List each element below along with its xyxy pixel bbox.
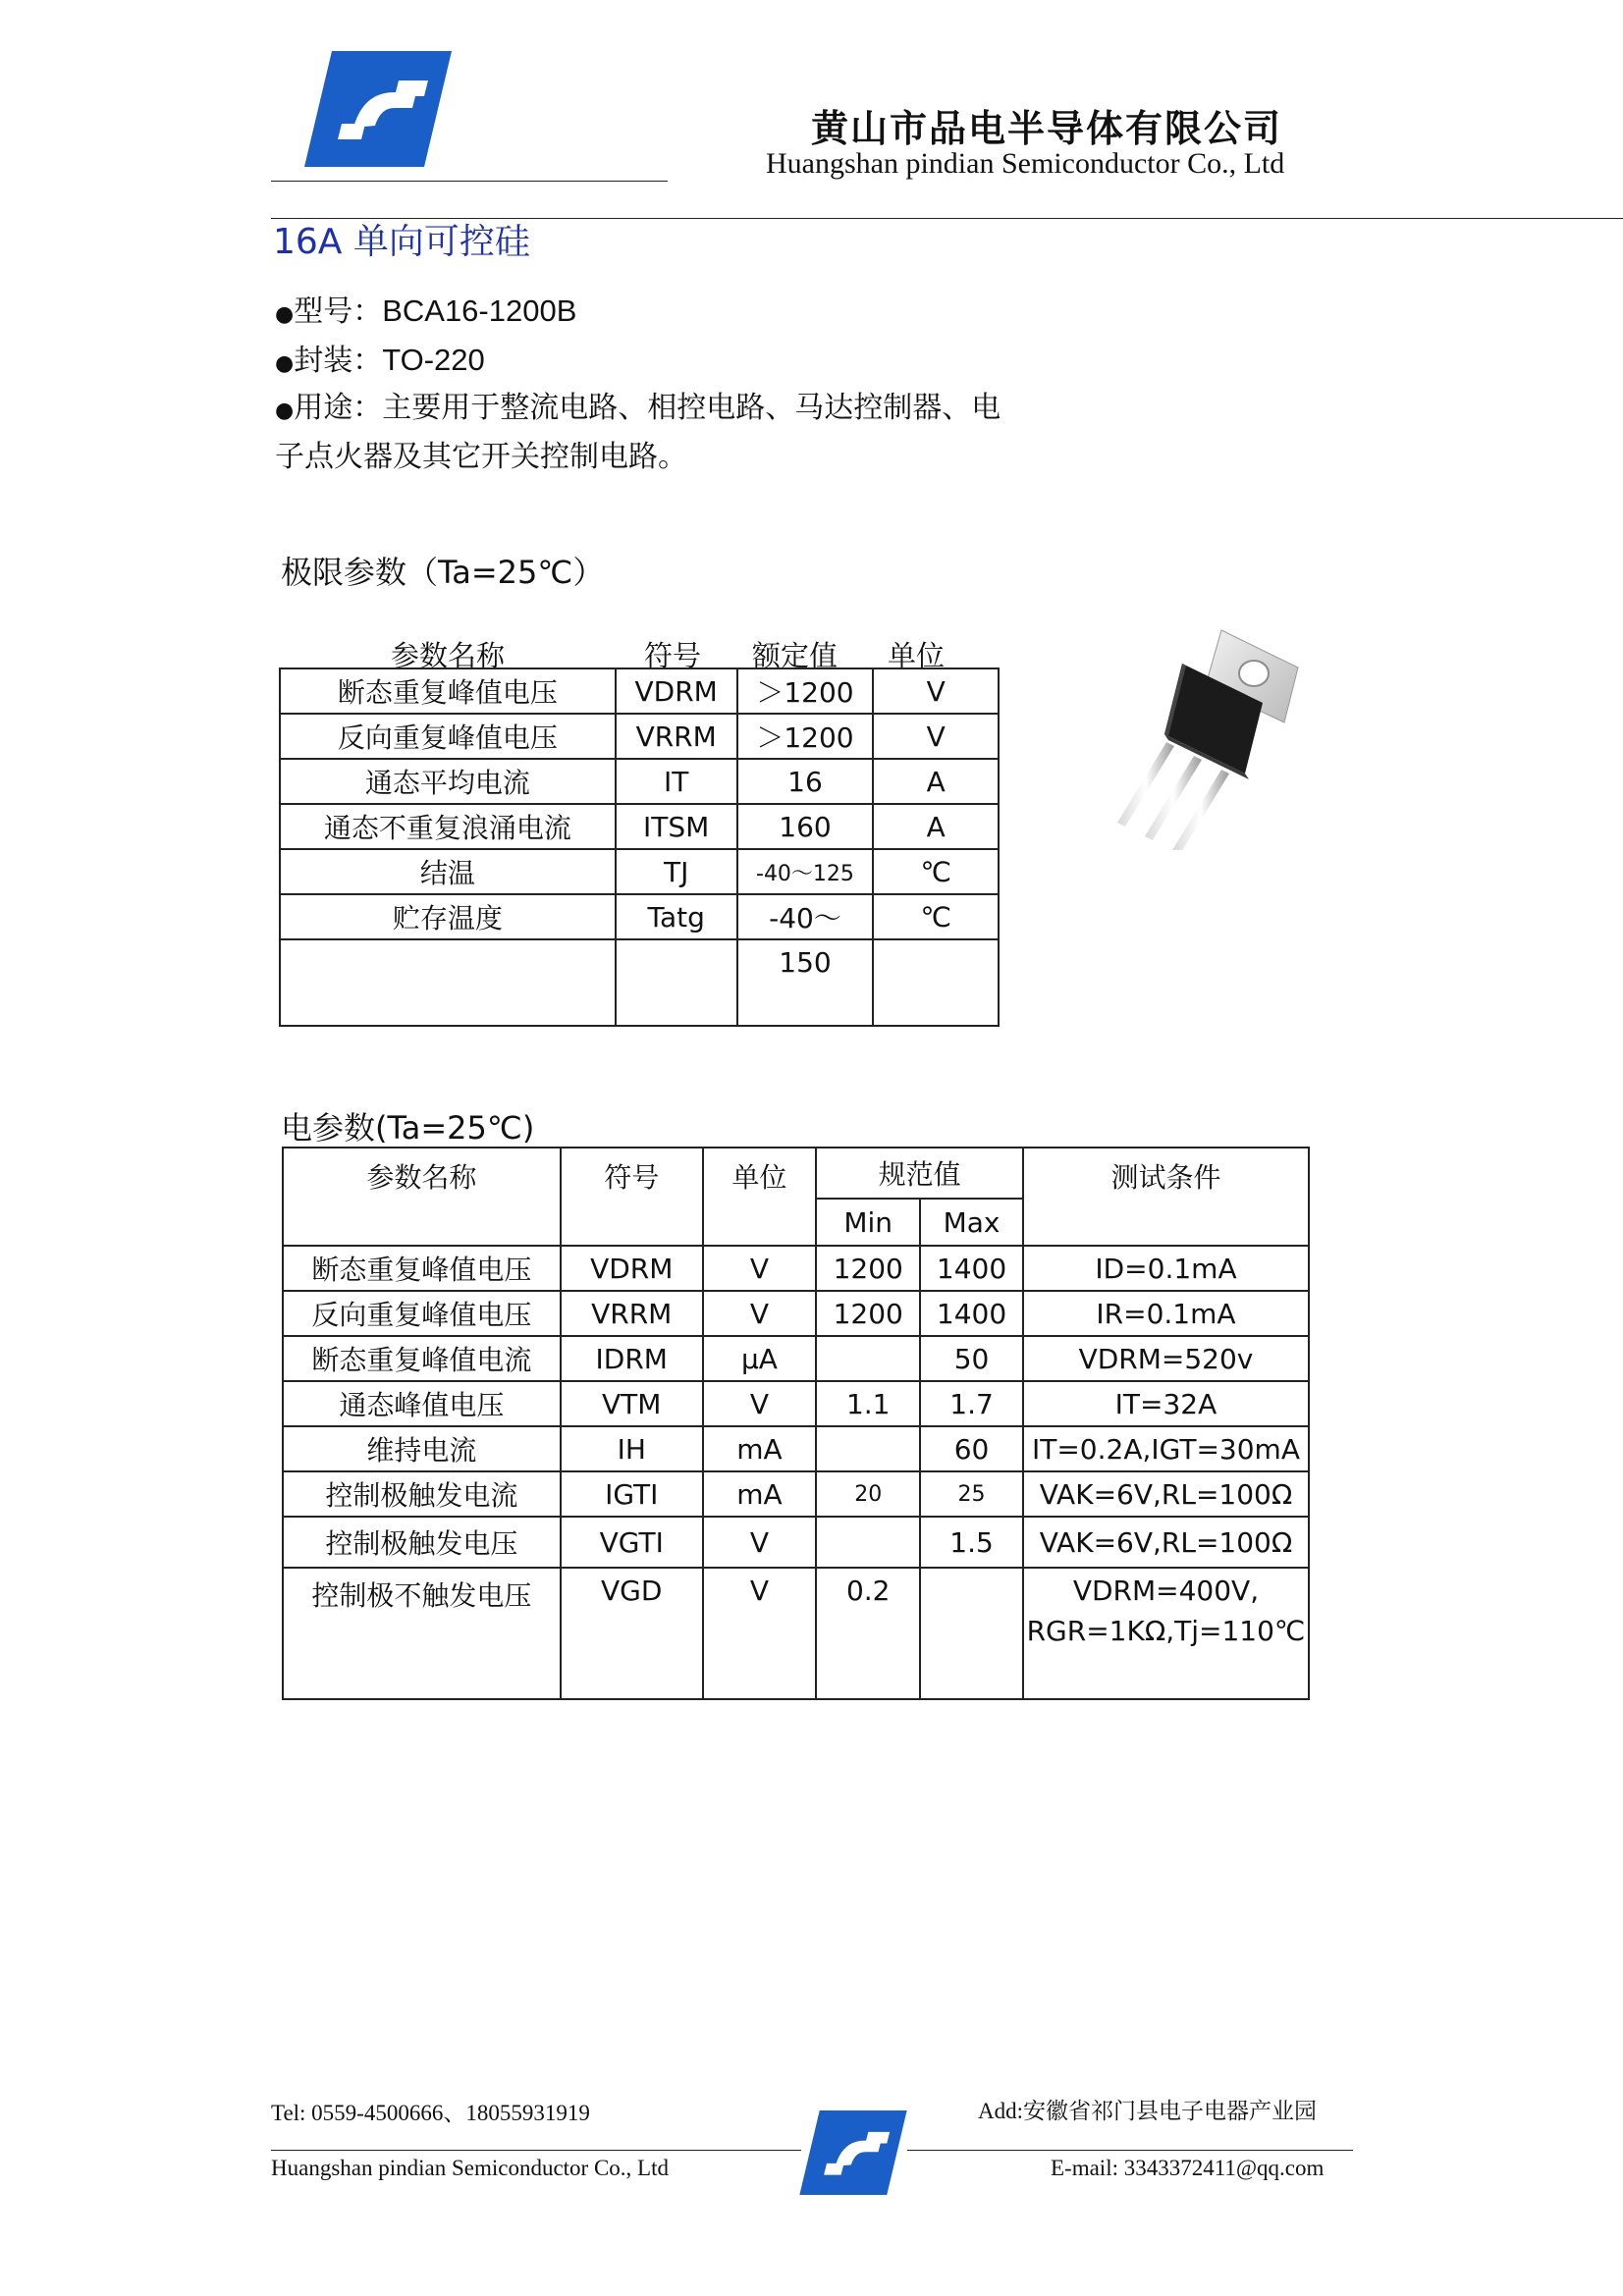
limits-row xyxy=(280,939,999,1026)
el-cell-symbol: VGTI xyxy=(561,1517,703,1568)
electrical-row xyxy=(283,1517,1309,1568)
el-cell-symbol: VGD xyxy=(561,1568,703,1699)
el-cell-name: 通态峰值电压 xyxy=(283,1381,561,1426)
el-cell-max: 50 xyxy=(920,1336,1023,1381)
el-cell-symbol: VDRM xyxy=(561,1246,703,1291)
limits-table xyxy=(279,667,1000,1027)
limits-cell-symbol: ITSM xyxy=(616,804,737,849)
limits-row xyxy=(280,668,999,714)
el-cell-cond: IR=0.1mA xyxy=(1023,1291,1309,1336)
el-cell-min: 1.1 xyxy=(816,1381,920,1426)
usage-line-2: 子点火器及其它开关控制电路。 xyxy=(275,440,687,474)
el-cell-unit: V xyxy=(703,1568,817,1699)
electrical-row xyxy=(283,1381,1309,1426)
el-cell-max: 1400 xyxy=(920,1246,1023,1291)
limits-header-rating: 额定值 xyxy=(752,639,839,672)
limits-cell-rating: ＞1200 xyxy=(737,714,874,759)
el-cell-min: 1200 xyxy=(816,1291,920,1336)
el-cell-symbol: IH xyxy=(561,1426,703,1471)
electrical-row xyxy=(283,1426,1309,1471)
bullet: ● xyxy=(275,399,295,423)
electrical-row xyxy=(283,1246,1309,1291)
limits-cell-unit: A xyxy=(873,759,999,804)
limits-cell-name: 通态平均电流 xyxy=(280,759,616,804)
limits-section-title: 极限参数（Ta=25℃） xyxy=(281,554,605,591)
limits-header-symbol: 符号 xyxy=(644,639,702,672)
el-cell-name: 控制极触发电流 xyxy=(283,1471,561,1517)
el-header-unit: 单位 xyxy=(703,1148,817,1246)
limits-cell-symbol: VRRM xyxy=(616,714,737,759)
el-cell-cond: IT=0.2A,IGT=30mA xyxy=(1023,1426,1309,1471)
limits-cell-unit: V xyxy=(873,714,999,759)
limits-cell-rating: 160 xyxy=(737,804,874,849)
el-cell-cond: IT=32A xyxy=(1023,1381,1309,1426)
to220-package-image xyxy=(1076,624,1312,850)
el-cell-unit: V xyxy=(703,1291,817,1336)
el-cell-unit: V xyxy=(703,1517,817,1568)
limits-cell-symbol xyxy=(616,939,737,1026)
document-title: 16A 单向可控硅 xyxy=(273,222,530,262)
limits-cell-unit: V xyxy=(873,668,999,714)
electrical-section-title: 电参数(Ta=25℃) xyxy=(281,1109,535,1147)
limits-cell-rating: ＞1200 xyxy=(737,668,874,714)
limits-header-name: 参数名称 xyxy=(391,639,506,672)
limits-cell-symbol: Tatg xyxy=(616,894,737,939)
el-header-min: Min xyxy=(816,1199,920,1246)
electrical-header-row xyxy=(283,1148,1309,1199)
footer-address: Add:安徽省祁门县电子电器产业园 xyxy=(978,2099,1317,2123)
limits-cell-symbol: TJ xyxy=(616,849,737,894)
el-header-spec: 规范值 xyxy=(816,1148,1023,1199)
el-cell-min: 1200 xyxy=(816,1246,920,1291)
el-cell-min: 0.2 xyxy=(816,1568,920,1699)
package-line xyxy=(275,336,485,379)
el-cell-min xyxy=(816,1517,920,1568)
el-cell-min xyxy=(816,1336,920,1381)
limits-cell-name: 通态不重复浪涌电流 xyxy=(280,804,616,849)
footer-email: E-mail: 3343372411@qq.com xyxy=(1051,2156,1325,2180)
el-cell-max xyxy=(920,1568,1023,1699)
footer-tel: Tel: 0559-4500666、18055931919 xyxy=(271,2101,590,2125)
el-cell-min: 20 xyxy=(816,1471,920,1517)
el-cell-symbol: VTM xyxy=(561,1381,703,1426)
electrical-row xyxy=(283,1336,1309,1381)
footer-rule-left xyxy=(271,2150,801,2151)
el-header-max: Max xyxy=(920,1199,1023,1246)
usage-line-1 xyxy=(275,383,1001,426)
el-cond-line-1: VDRM=400V, xyxy=(1072,1575,1260,1607)
limits-cell-rating: -40～125 xyxy=(737,849,874,894)
el-cell-max: 60 xyxy=(920,1426,1023,1471)
el-cell-unit: mA xyxy=(703,1471,817,1517)
electrical-table xyxy=(282,1147,1310,1700)
el-header-symbol: 符号 xyxy=(561,1148,703,1246)
el-cell-name: 维持电流 xyxy=(283,1426,561,1471)
limits-cell-rating: 16 xyxy=(737,759,874,804)
el-cell-min xyxy=(816,1426,920,1471)
usage-text-1: 主要用于整流电路、相控电路、马达控制器、电 xyxy=(382,391,1001,425)
company-name-en: Huangshan pindian Semiconductor Co., Ltd xyxy=(766,147,1285,180)
el-cell-unit: mA xyxy=(703,1426,817,1471)
header-rule-short xyxy=(271,181,668,182)
footer-logo xyxy=(799,2110,907,2195)
el-cell-cond: VAK=6V,RL=100Ω xyxy=(1023,1517,1309,1568)
el-cell-cond: ID=0.1mA xyxy=(1023,1246,1309,1291)
footer-company: Huangshan pindian Semiconductor Co., Ltd xyxy=(271,2156,669,2180)
limits-cell-name: 结温 xyxy=(280,849,616,894)
limits-cell-unit xyxy=(873,939,999,1026)
el-cell-symbol: IDRM xyxy=(561,1336,703,1381)
el-cell-cond xyxy=(1023,1568,1309,1699)
limits-row xyxy=(280,804,999,849)
el-cell-name: 断态重复峰值电压 xyxy=(283,1246,561,1291)
el-cell-max: 1.7 xyxy=(920,1381,1023,1426)
package-label: 封装： xyxy=(294,344,383,378)
limits-row xyxy=(280,894,999,939)
limits-cell-name: 贮存温度 xyxy=(280,894,616,939)
el-cell-symbol: IGTI xyxy=(561,1471,703,1517)
package-value: TO-220 xyxy=(382,343,485,377)
el-cell-max: 25 xyxy=(920,1471,1023,1517)
company-name-cn: 黄山市品电半导体有限公司 xyxy=(811,107,1283,150)
el-cell-unit: V xyxy=(703,1246,817,1291)
company-logo xyxy=(304,51,452,167)
limits-row xyxy=(280,849,999,894)
el-cell-name: 控制极不触发电压 xyxy=(283,1568,561,1699)
electrical-row xyxy=(283,1568,1309,1699)
el-cell-cond: VAK=6V,RL=100Ω xyxy=(1023,1471,1309,1517)
limits-row xyxy=(280,714,999,759)
limits-cell-symbol: IT xyxy=(616,759,737,804)
limits-cell-unit: A xyxy=(873,804,999,849)
usage-label: 用途： xyxy=(294,391,383,425)
el-cell-unit: V xyxy=(703,1381,817,1426)
model-label: 型号： xyxy=(294,294,383,329)
limits-header-unit: 单位 xyxy=(888,639,946,672)
footer-rule-right xyxy=(907,2150,1353,2151)
limits-cell-rating: -40～ xyxy=(737,894,874,939)
model-line xyxy=(275,287,576,330)
bullet: ● xyxy=(275,351,295,376)
el-cell-name: 反向重复峰值电压 xyxy=(283,1291,561,1336)
limits-cell-unit: ℃ xyxy=(873,894,999,939)
limits-cell-unit: ℃ xyxy=(873,849,999,894)
el-cell-max: 1400 xyxy=(920,1291,1023,1336)
model-value: BCA16-1200B xyxy=(382,294,577,328)
el-cell-max: 1.5 xyxy=(920,1517,1023,1568)
el-cond-line-2: RGR=1KΩ,Tj=110℃ xyxy=(1026,1615,1306,1647)
el-cell-symbol: VRRM xyxy=(561,1291,703,1336)
el-cell-cond: VDRM=520v xyxy=(1023,1336,1309,1381)
limits-cell-name xyxy=(280,939,616,1026)
el-cell-name: 断态重复峰值电流 xyxy=(283,1336,561,1381)
limits-cell-rating: 150 xyxy=(737,939,874,1026)
el-cell-unit: μA xyxy=(703,1336,817,1381)
limits-cell-name: 反向重复峰值电压 xyxy=(280,714,616,759)
el-cell-name: 控制极触发电压 xyxy=(283,1517,561,1568)
electrical-row xyxy=(283,1471,1309,1517)
limits-cell-name: 断态重复峰值电压 xyxy=(280,668,616,714)
el-header-cond: 测试条件 xyxy=(1023,1148,1309,1246)
el-header-name: 参数名称 xyxy=(283,1148,561,1246)
limits-cell-symbol: VDRM xyxy=(616,668,737,714)
limits-row xyxy=(280,759,999,804)
bullet: ● xyxy=(275,302,295,327)
electrical-row xyxy=(283,1291,1309,1336)
